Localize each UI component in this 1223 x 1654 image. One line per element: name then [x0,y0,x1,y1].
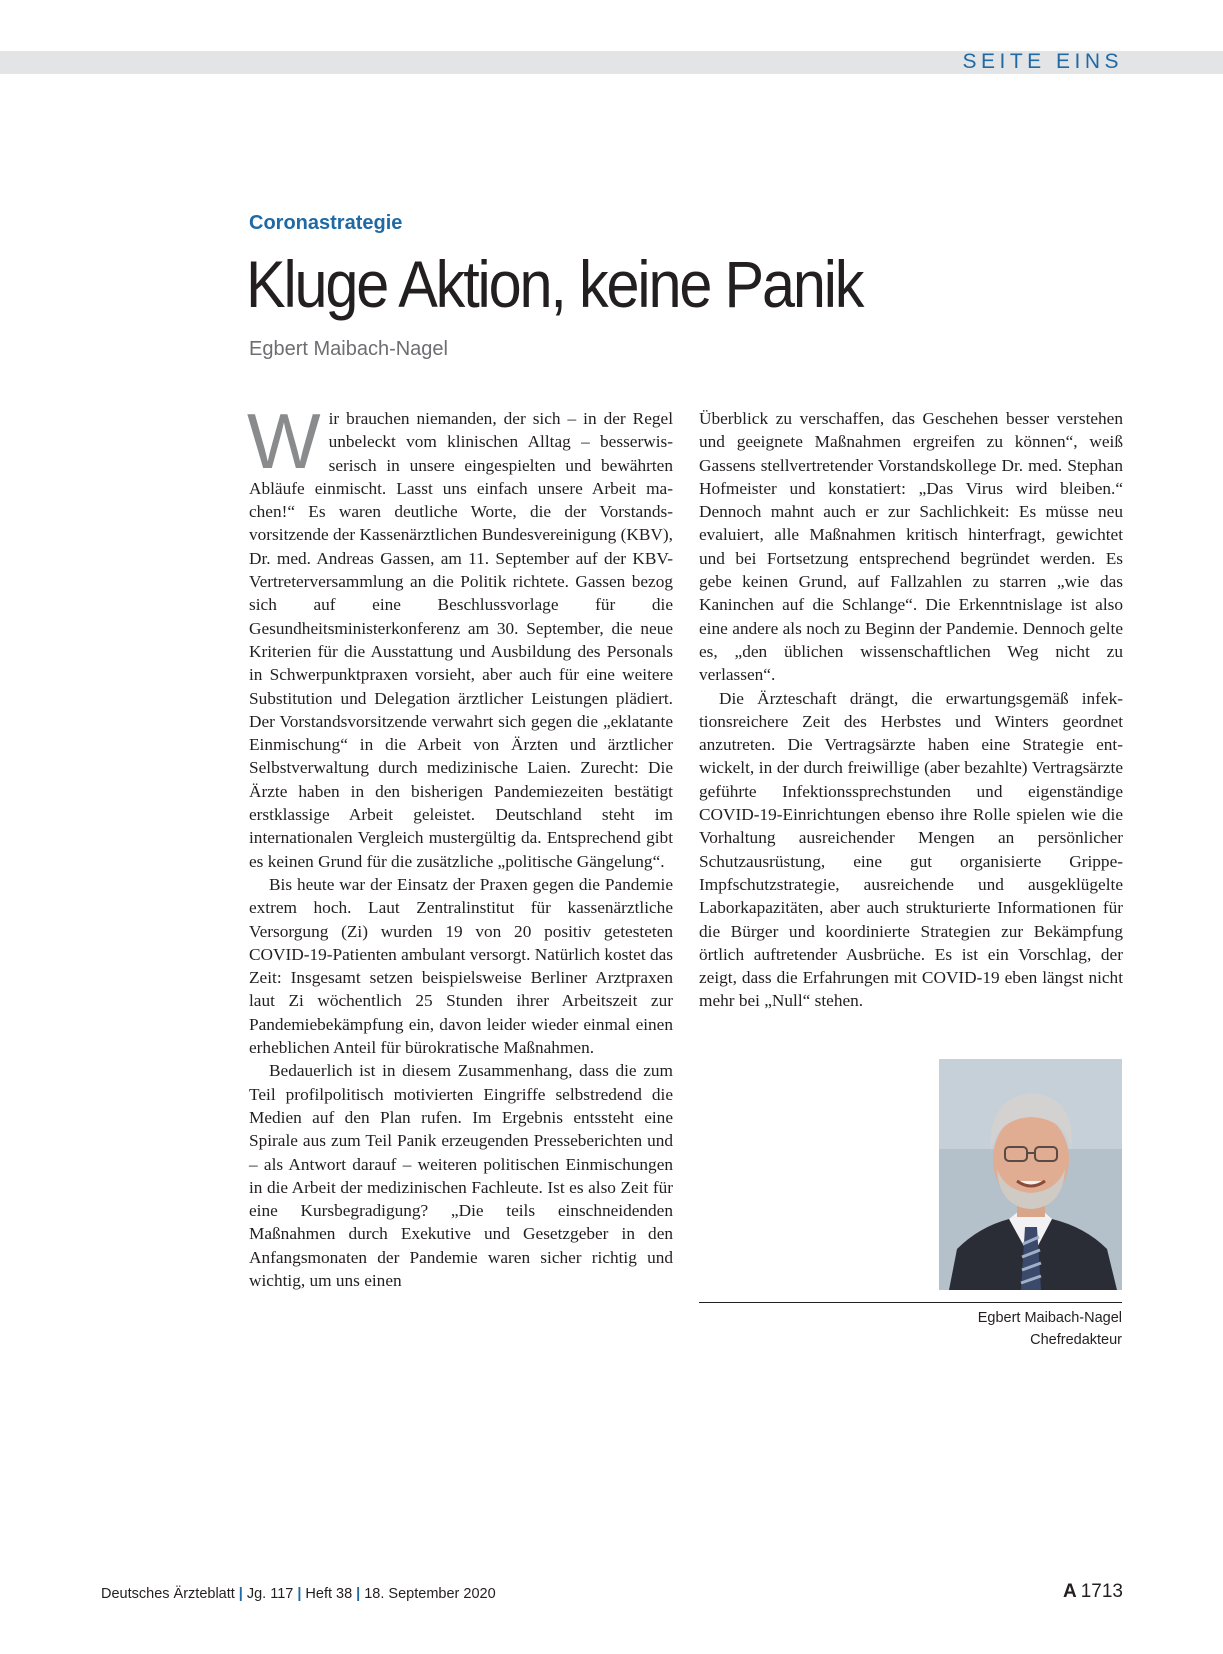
text-column-right [699,407,1123,1013]
page-number [1063,1580,1123,1604]
page-letter: A [1062,1581,1077,1602]
footer-publication: Deutsches Ärzteblatt [101,1586,235,1602]
photo-caption [978,1307,1122,1351]
page-digits: 1713 [1080,1581,1123,1602]
article-kicker: Coronastrategie [249,212,403,234]
section-label: SEITE EINS [962,50,1123,73]
footer-volume: Jg. 117 [246,1586,294,1602]
caption-divider [699,1302,1122,1303]
article-title: Kluge Aktion, keine Panik [246,247,863,321]
paragraph: Bedauerlich ist in diesem Zusammenhang, dass die zum Teil profilpolitisch motivierten Eingriffe selbstredend die Medien auf den Plan rufen. Im Ergebnis entssteht eine Spirale aus zum Teil Panik erzeugenden Presseberichten und – als Antwort darauf – weiteren politischen Einmischungen in die Arbeit der medizinischen Fachleute. Ist es also Zeit für eine Kursbegradigung? „Die teils einschneidenden Maßnahmen durch Exekutive und Gesetzgeber in den Anfangsmonaten der Pandemie waren sicher richtig und wichtig, um uns einen [249,1061,673,1290]
caption-name: Egbert Maibach-Nagel [977,1310,1122,1326]
text-column-left [247,397,673,1292]
footer-date: 18. September 2020 [364,1586,496,1602]
author-photo [939,1059,1122,1290]
paragraph: Bis heute war der Einsatz der Praxen gegen die Pandemie extrem hoch. Laut Zentralinstitut für kassenärztliche Versorgung (Zi) wurden 19 von 20 positiv getesteten COVID-19-Patienten ambulant versorgt. Natürlich kostet das Zeit: Insgesamt setzen beispielsweise Berliner Arztpraxen laut Zi wöchentlich 25 Stunden ihrer Arbeitszeit zur Pandemiebekämpfung ein, davon leider wieder einmal einen erheblichen Anteil für bürokratische Maßnahmen. [249,874,673,1058]
paragraph-text: ir brauchen niemanden, der sich – in der Regel unbeleckt vom klinischen Alltag – besserwisserisch in unsere eingespielten und bewährten Abläufe einmischt. Lasst uns einfach unsere Arbeit machen!“ Es waren deutliche Worte, die der Vorstandsvorsitzende der Kassenärztlichen Bundesvereinigung (KBV), Dr. med. Andreas Gassen, am 11. September auf der KBV-Vertreterversammlung an die Politik richtete. Gassen bezog sich auf eine Beschlussvorlage für die Gesundheitsministerkonferenz am 30. September, die neue Kriterien für die Ausstattung und Ausbildung des Personals in Schwerpunktpraxen vorsieht, aber auch für eine weitere Substitution und Delegation ärztlicher Leistungen plädiert. Der Vorstandsvorsitzende verwahrt sich gegen die „eklatante Einmischung“ in die Arbeit von Ärzten und ärztlicher Selbstverwaltung durch medizinische Laien. Zurecht: Die Ärzte haben in den bisherigen Pandemiezeiten bestätigt erstklassige Arbeit geleistet. Deutschland steht im internationalen Vergleich mustergültig da. Entsprechend gibt es keinen Grund für die zusätzliche „politische Gängelung“. [249,409,673,871]
article-author: Egbert Maibach-Nagel [249,338,448,360]
footer-citation [101,1584,496,1604]
footer-separator: | [297,1586,302,1602]
paragraph [247,397,673,873]
footer-separator: | [238,1586,243,1602]
caption-role: Chefredakteur [1030,1332,1122,1348]
footer-separator: | [356,1586,361,1602]
paragraph: Überblick zu verschaffen, das Geschehen besser verstehen und geeignete Maßnahmen ergreifen zu können“, weiß Gassens stellvertretender Vorstandskollege Dr. med. Stephan Hofmeister und konstatiert: „Das Virus wird bleiben.“ Dennoch mahnt auch er zur Sachlichkeit: Es müsse neu evaluiert, alle Maßnahmen kritisch hinterfragt, gewichtet und bei Fortsetzung entsprechend begründet werden. Es gebe keinen Grund, auf Fallzahlen zu starren „wie das Kaninchen auf die Schlange“. Die Erkenntnislage ist also eine andere als noch zu Beginn der Pandemie. Dennoch gelte es, „den üblichen wissenschaftlichen Weg nicht zu verlassen“. [699,409,1123,685]
paragraph: Die Ärzteschaft drängt, die erwartungsgemäß infektionsreichere Zeit des Herbstes und Winters geordnet anzutreten. Die Vertragsärzte haben eine Strategie entwickelt, in der durch freiwillige (aber bezahlte) Vertragsärzte geführte Infektionssprechstunden und eigenständige COVID-19-Einrichtungen ebenso ihre Rolle spielen wie die Vorhaltung ausreichender Mengen an persönlicher Schutzausrüstung, eine gut organisierte Grippe-Impfschutzstrategie, ausreichende und ausgeklügelte Laborkapazitäten, aber auch strukturierte Informationen für die Bürger und koordinierte Strategien zur Bekämpfung örtlich auftretender Ausbrüche. Es ist ein Vorschlag, der zeigt, dass die Erfahrungen mit COVID-19 eben längst nicht mehr bei „Null“ stehen. [699,688,1123,1011]
footer-issue: Heft 38 [305,1586,353,1602]
portrait-illustration [939,1059,1122,1290]
drop-cap: W [247,397,321,485]
